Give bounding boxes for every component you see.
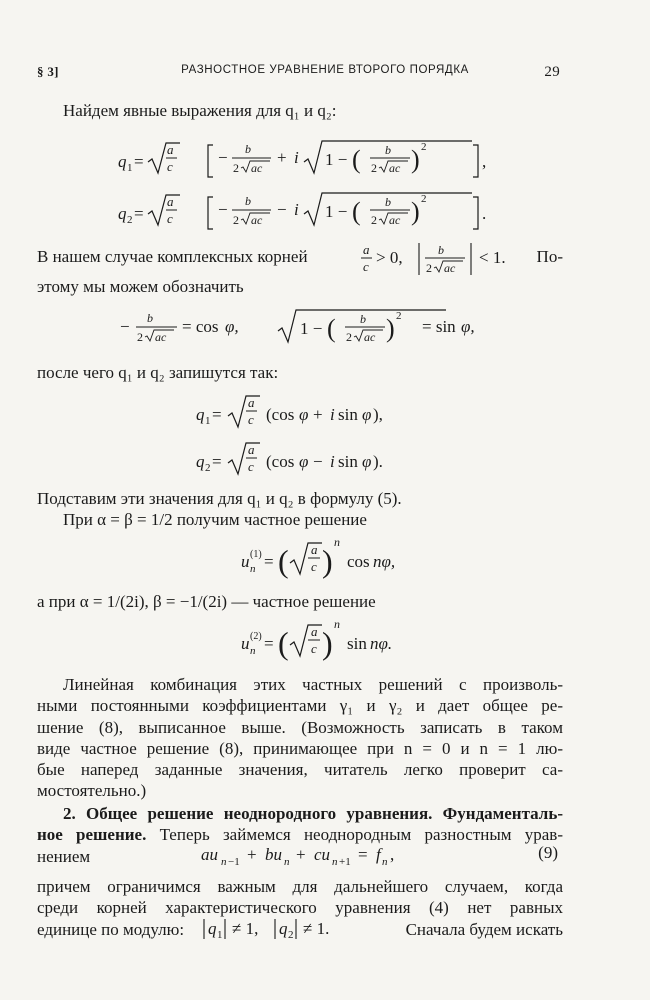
svg-text:q: q <box>279 918 288 938</box>
svg-text:b: b <box>385 143 391 157</box>
svg-text:a: a <box>248 395 255 410</box>
svg-text:+: + <box>277 148 287 167</box>
svg-text:q: q <box>208 918 217 938</box>
paragraph-substitute: Подставим эти значения для q₁ и q₂ в формулу (5). <box>37 489 402 508</box>
running-title: РАЗНОСТНОЕ УРАВНЕНИЕ ВТОРОГО ПОРЯДКА <box>181 64 469 76</box>
svg-text:a: a <box>311 542 318 557</box>
paragraph-complex-roots-hyphen: По- <box>536 247 563 266</box>
svg-text:): ) <box>411 145 420 174</box>
text-line: бые наперед заданные значения, читатель легко проверит са- <box>37 760 563 780</box>
svg-text:a: a <box>167 194 174 209</box>
svg-text:1 −: 1 − <box>325 150 348 169</box>
svg-text:(2): (2) <box>250 631 262 642</box>
svg-text:φ: φ <box>299 405 309 424</box>
svg-text:≠ 1.: ≠ 1. <box>303 918 330 938</box>
svg-text:): ) <box>386 314 395 343</box>
formula-u1 <box>0 534 650 590</box>
svg-text:2: 2 <box>288 928 294 941</box>
svg-text:2: 2 <box>205 462 211 474</box>
svg-text:q: q <box>196 405 205 424</box>
svg-text:−: − <box>218 148 228 167</box>
svg-text:n: n <box>284 856 290 868</box>
svg-text:2: 2 <box>396 310 402 322</box>
svg-text:sin: sin <box>338 405 358 424</box>
paragraph-linear-combination <box>37 674 563 802</box>
svg-text:+: + <box>247 845 257 864</box>
svg-text:(: ( <box>327 314 336 343</box>
svg-text:b: b <box>147 311 153 325</box>
svg-text:−1: −1 <box>228 856 240 868</box>
svg-text:q: q <box>118 204 127 223</box>
svg-text:c: c <box>363 259 369 274</box>
svg-text:c: c <box>311 559 317 574</box>
svg-text:(cos: (cos <box>266 452 295 471</box>
svg-text:φ,: φ, <box>461 317 475 336</box>
svg-text:i: i <box>294 200 299 219</box>
svg-text:c: c <box>167 211 173 226</box>
svg-text:1: 1 <box>217 928 223 941</box>
text-line: Линейная комбинация этих частных решений с произволь- <box>63 675 563 694</box>
svg-text:au: au <box>201 845 218 864</box>
svg-text:b: b <box>245 142 251 156</box>
svg-text:n: n <box>382 856 388 868</box>
svg-text:=: = <box>212 452 222 471</box>
paragraph-denote: этому мы можем обозначить <box>37 277 244 296</box>
text-line <box>37 919 563 943</box>
svg-text:=: = <box>264 634 274 653</box>
svg-text:2: 2 <box>233 161 239 175</box>
svg-text:=: = <box>212 405 222 424</box>
svg-text:φ: φ <box>362 405 372 424</box>
svg-text:f: f <box>376 845 381 864</box>
svg-text:n: n <box>334 617 340 631</box>
equation-number: (9) <box>538 843 558 862</box>
svg-text:=: = <box>264 552 274 571</box>
svg-text:b: b <box>360 312 366 326</box>
text-line: мостоятельно.) <box>37 781 147 801</box>
text-line-start: единице по модулю: <box>37 919 185 939</box>
svg-text:φ: φ <box>362 452 372 471</box>
text-line: среди корней характеристического уравнения (4) нет равных <box>37 898 563 918</box>
svg-text:i: i <box>294 148 299 167</box>
text-line: причем ограничимся важным для дальнейшего случаем, когда <box>37 877 563 896</box>
svg-text:(: ( <box>278 543 289 579</box>
svg-text:): ) <box>322 625 333 661</box>
svg-text:nφ.: nφ. <box>370 634 393 653</box>
svg-text:2: 2 <box>426 261 432 275</box>
inline-conditions <box>37 243 563 277</box>
svg-text:ac: ac <box>389 213 401 227</box>
svg-text:q: q <box>196 452 205 471</box>
svg-text:): ) <box>411 197 420 226</box>
svg-text:u: u <box>241 634 250 653</box>
svg-text:q: q <box>118 152 127 171</box>
svg-text:ac: ac <box>155 330 167 344</box>
svg-text:−: − <box>218 200 228 219</box>
svg-text:1 −: 1 − <box>325 202 348 221</box>
svg-text:u: u <box>241 552 250 571</box>
svg-text:n: n <box>250 645 256 657</box>
text-line: нением <box>37 846 91 866</box>
svg-text:+1: +1 <box>339 856 351 868</box>
svg-text:(: ( <box>352 197 361 226</box>
text-line: ными постоянными коэффициентами γ₁ и γ₂ и дает общее ре- <box>37 696 563 716</box>
text-line-rest: Теперь займемся неоднородным разностным урав- <box>159 825 563 845</box>
svg-text:c: c <box>248 459 254 474</box>
section-heading <box>37 803 563 824</box>
paragraph-alpha-beta-imag: а при α = 1/(2i), β = −1/(2i) — частное решение <box>37 592 376 611</box>
paragraph-complex-roots <box>37 243 563 273</box>
svg-text:< 1.: < 1. <box>479 248 506 267</box>
svg-text:a: a <box>363 243 370 257</box>
svg-text:sin: sin <box>338 452 358 471</box>
text-line: шение (8), выписанное выше. (Возможность записать в таком <box>37 717 563 737</box>
page-number: 29 <box>544 64 560 80</box>
paragraph-complex-roots-text: В нашем случае комплексных корней <box>37 247 308 266</box>
svg-text:φ: φ <box>299 452 309 471</box>
svg-text:−: − <box>313 452 323 471</box>
svg-text:a: a <box>167 142 174 157</box>
formula-cos-sin-definition <box>0 300 650 354</box>
svg-text:): ) <box>322 543 333 579</box>
svg-text:n: n <box>221 856 227 868</box>
svg-text:ac: ac <box>251 161 263 175</box>
svg-text:ac: ac <box>389 161 401 175</box>
svg-text:=: = <box>134 204 144 223</box>
section-marker: § 3] <box>37 64 59 79</box>
text-line-end: Сначала будем искать <box>405 919 563 939</box>
svg-text:2: 2 <box>346 330 352 344</box>
svg-text:+: + <box>313 405 323 424</box>
formula-u2 <box>0 616 650 672</box>
svg-text:2: 2 <box>127 214 133 226</box>
svg-text:=: = <box>358 845 368 864</box>
svg-text:b: b <box>385 195 391 209</box>
text-line: виде частное решение (8), принимающее при n = 0 и n = 1 лю- <box>37 738 563 758</box>
svg-text:b: b <box>245 194 251 208</box>
svg-text:2: 2 <box>371 213 377 227</box>
svg-text:> 0,: > 0, <box>376 248 403 267</box>
paragraph-then: после чего q₁ и q₂ запишутся так: <box>37 363 279 382</box>
svg-text:),: ), <box>373 405 383 424</box>
svg-text:a: a <box>311 624 318 639</box>
svg-text:(: ( <box>352 145 361 174</box>
svg-text:1: 1 <box>127 162 133 174</box>
paragraph-intro: Найдем явные выражения для q₁ и q₂: <box>63 101 337 120</box>
svg-text:n: n <box>332 856 338 868</box>
svg-text:= sin: = sin <box>422 317 456 336</box>
svg-text:n: n <box>250 563 256 575</box>
svg-text:b: b <box>438 243 444 257</box>
svg-text:,: , <box>390 845 395 864</box>
svg-text:+: + <box>296 845 306 864</box>
svg-text:.: . <box>482 204 487 223</box>
svg-text:−: − <box>120 317 130 336</box>
svg-text:).: ). <box>373 452 383 471</box>
paragraph-alpha-beta-half: При α = β = 1/2 получим частное решение <box>63 510 367 529</box>
svg-text:ac: ac <box>364 330 376 344</box>
fundamental-solution-label: ное решение. <box>37 825 147 845</box>
svg-text:ac: ac <box>444 261 456 275</box>
section-heading-text: 2. Общее решение неоднородного уравнения. Фундаменталь- <box>63 804 563 823</box>
svg-text:2: 2 <box>233 213 239 227</box>
svg-text:a: a <box>248 442 255 457</box>
svg-text:i: i <box>330 405 335 424</box>
svg-text:= cos: = cos <box>182 317 219 336</box>
svg-text:=: = <box>134 152 144 171</box>
svg-text:sin: sin <box>347 634 367 653</box>
svg-text:bu: bu <box>265 845 282 864</box>
svg-text:−: − <box>277 200 287 219</box>
paragraph-restriction <box>37 876 563 943</box>
formula-q1-q2-explicit <box>0 140 650 240</box>
svg-text:(: ( <box>278 625 289 661</box>
svg-text:(cos: (cos <box>266 405 295 424</box>
svg-text:cu: cu <box>314 845 331 864</box>
formula-q1-q2-trig <box>0 390 650 485</box>
svg-text:(1): (1) <box>250 549 262 560</box>
svg-text:c: c <box>311 641 317 656</box>
svg-text:2: 2 <box>137 330 143 344</box>
svg-text:i: i <box>330 452 335 471</box>
svg-text:cos: cos <box>347 552 370 571</box>
svg-text:n: n <box>334 535 340 549</box>
svg-text:2: 2 <box>421 193 427 205</box>
svg-text:2: 2 <box>371 161 377 175</box>
svg-text:1 −: 1 − <box>300 319 323 338</box>
svg-text:c: c <box>248 412 254 427</box>
svg-text:,: , <box>482 152 487 171</box>
svg-text:nφ,: nφ, <box>373 552 396 571</box>
svg-text:2: 2 <box>421 141 427 153</box>
svg-text:≠ 1,: ≠ 1, <box>232 918 259 938</box>
svg-text:φ,: φ, <box>225 317 239 336</box>
svg-text:c: c <box>167 159 173 174</box>
svg-text:1: 1 <box>205 415 211 427</box>
svg-text:ac: ac <box>251 213 263 227</box>
